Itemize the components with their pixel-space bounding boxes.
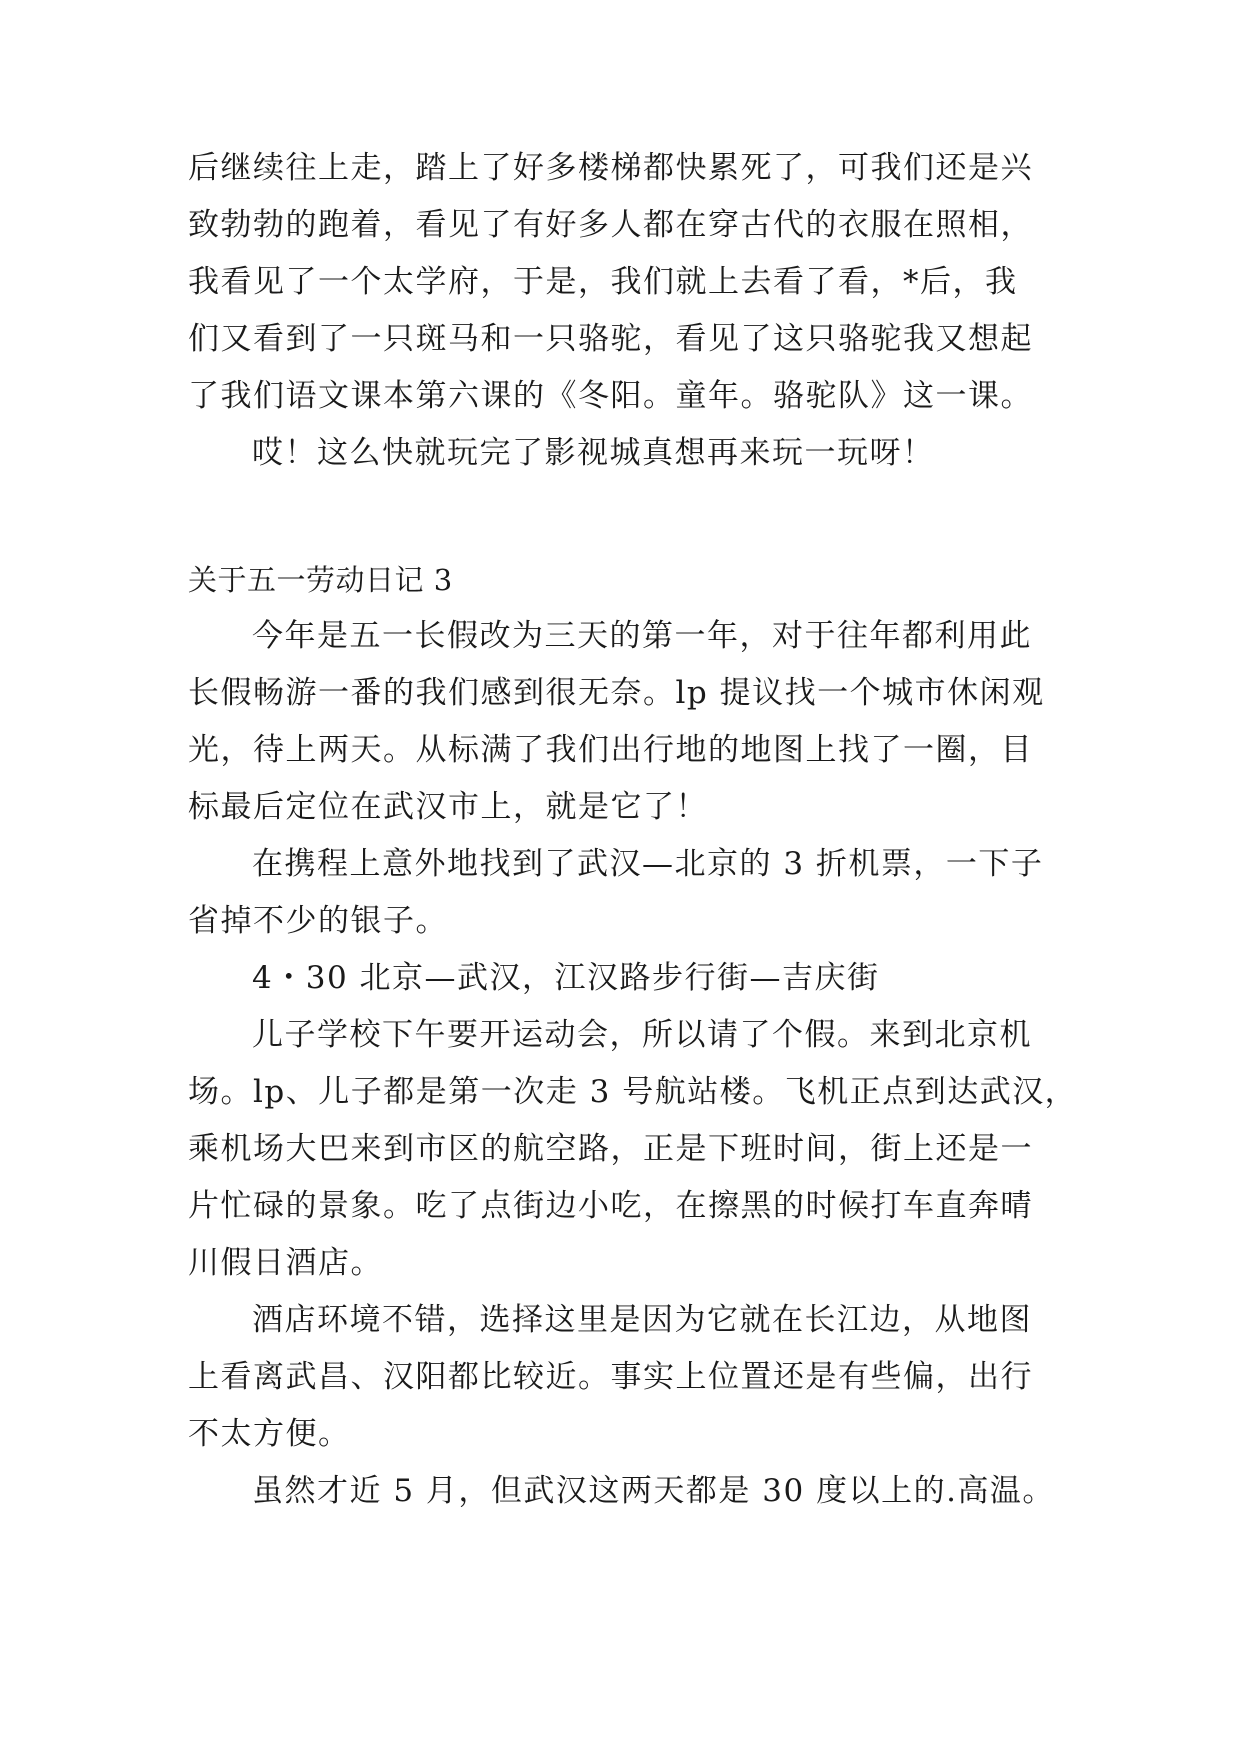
paragraph-1-line-3: 我看见了一个太学府，于是，我们就上去看了看，*后，我 bbox=[188, 264, 1018, 300]
paragraph-6-line-2: 场。lp、儿子都是第一次走 3 号航站楼。飞机正点到达武汉， bbox=[188, 1074, 1078, 1110]
paragraph-1-line-4: 们又看到了一只斑马和一只骆驼，看见了这只骆驼我又想起 bbox=[188, 321, 1033, 357]
paragraph-6-line-3: 乘机场大巴来到市区的航空路，正是下班时间，街上还是一 bbox=[188, 1131, 1033, 1167]
paragraph-8-line-1: 虽然才近 5 月，但武汉这两天都是 30 度以上的.高温。 bbox=[252, 1473, 1055, 1509]
paragraph-3-line-2: 长假畅游一番的我们感到很无奈。lp 提议找一个城市休闲观 bbox=[188, 675, 1045, 711]
paragraph-3-line-1: 今年是五一长假改为三天的第一年，对于往年都利用此 bbox=[252, 618, 1032, 654]
paragraph-1-line-2: 致勃勃的跑着，看见了有好多人都在穿古代的衣服在照相， bbox=[188, 207, 1033, 243]
paragraph-4-line-2: 省掉不少的银子。 bbox=[188, 903, 448, 939]
paragraph-6-line-4: 片忙碌的景象。吃了点街边小吃，在擦黑的时候打车直奔晴 bbox=[188, 1188, 1033, 1224]
paragraph-6-line-1: 儿子学校下午要开运动会，所以请了个假。来到北京机 bbox=[252, 1017, 1032, 1053]
paragraph-7-line-1: 酒店环境不错，选择这里是因为它就在长江边，从地图 bbox=[252, 1302, 1032, 1338]
paragraph-7-line-3: 不太方便。 bbox=[188, 1416, 351, 1452]
paragraph-5-line-1: 4・30 北京—武汉，江汉路步行街—吉庆街 bbox=[252, 960, 880, 996]
paragraph-7-line-2: 上看离武昌、汉阳都比较近。事实上位置还是有些偏，出行 bbox=[188, 1359, 1033, 1395]
paragraph-2-line-1: 哎！这么快就玩完了影视城真想再来玩一玩呀！ bbox=[252, 435, 935, 471]
paragraph-3-line-3: 光，待上两天。从标满了我们出行地的地图上找了一圈，目 bbox=[188, 732, 1033, 768]
section-heading: 关于五一劳动日记 3 bbox=[188, 563, 453, 597]
paragraph-3-line-4: 标最后定位在武汉市上，就是它了！ bbox=[188, 789, 708, 825]
paragraph-1-line-5: 了我们语文课本第六课的《冬阳。童年。骆驼队》这一课。 bbox=[188, 378, 1033, 414]
paragraph-4-line-1: 在携程上意外地找到了武汉—北京的 3 折机票，一下子 bbox=[252, 846, 1044, 882]
paragraph-1-line-1: 后继续往上走，踏上了好多楼梯都快累死了，可我们还是兴 bbox=[188, 150, 1033, 186]
paragraph-6-line-5: 川假日酒店。 bbox=[188, 1245, 383, 1281]
